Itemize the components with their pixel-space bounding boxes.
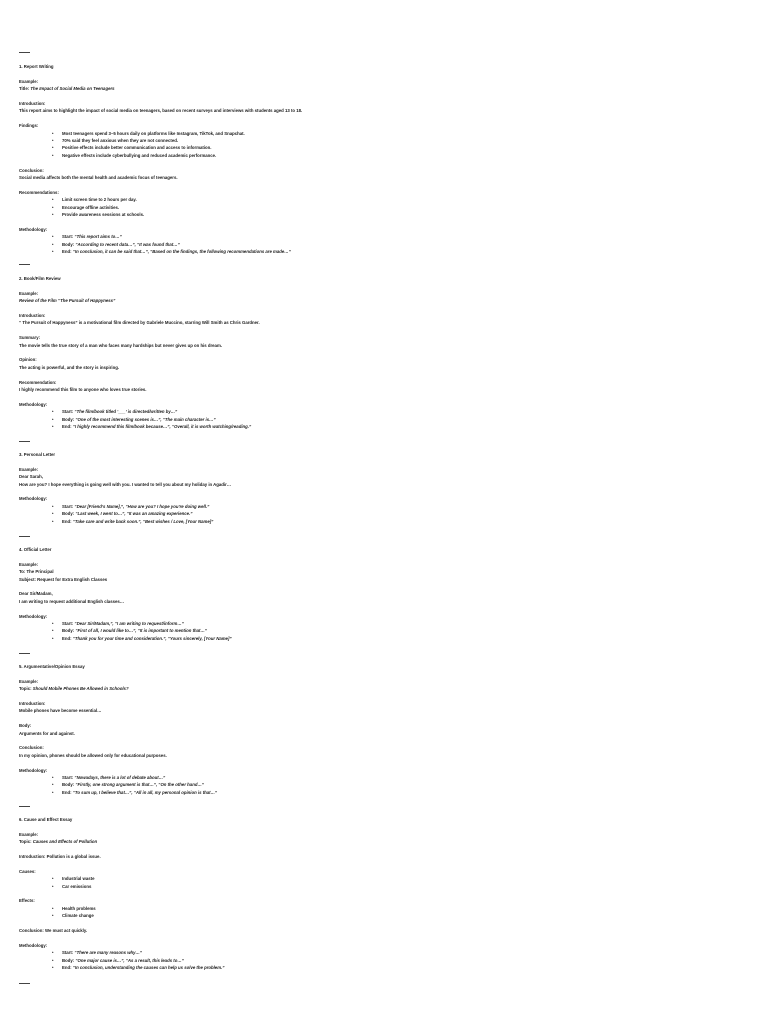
conclusion-label: Conclusion: xyxy=(19,167,44,173)
intro-label: Introduction: xyxy=(19,101,46,106)
list-item: • Body: “Last week, I went to…”, “It was an amazing experience.” xyxy=(19,510,748,517)
letter-greeting: Dear Sarah, xyxy=(19,474,43,480)
review-title: Review of the Film “The Pursuit of Happyness” xyxy=(19,298,116,304)
list-item: • 70% said they feel anxious when they are not connected. xyxy=(19,137,748,144)
letter-greeting: Dear Sir/Madam, xyxy=(19,591,53,597)
essay-topic: Topic: Should Mobile Phones Be Allowed in Schools? xyxy=(19,686,129,692)
methodology-list xyxy=(19,408,748,430)
methodology-label: Methodology: xyxy=(19,401,48,407)
list-item: • End: “I highly recommend this film/book because…”, “Overall, it is worth watching/reading.” xyxy=(19,423,748,430)
list-item: • Body: “One major cause is…”, “As a result, this leads to…” xyxy=(19,957,748,964)
recommendation-text: I highly recommend this film to anyone who loves true stories. xyxy=(19,387,147,393)
intro-text: “ The Pursuit of Happyness” is a motivational film directed by Gabriele Muccino, starring Will Smith as Chris Gardner. xyxy=(19,320,260,326)
list-item: • Body: “One of the most interesting scenes is…”, “The main character is…” xyxy=(19,416,748,423)
recommendations-list xyxy=(19,196,748,218)
list-item: • Start: “The film/book titled ‘___’ is directed/written by…” xyxy=(19,408,748,415)
section-divider xyxy=(19,264,30,265)
intro-text: Mobile phones have become essential… xyxy=(19,708,102,714)
list-item: • Encourage offline activities. xyxy=(19,204,748,211)
list-item: • Positive effects include better communication and access to information. xyxy=(19,144,748,151)
list-item: • Health problems xyxy=(19,905,748,912)
letter-subject: Subject: Request for Extra English Classes xyxy=(19,576,108,582)
section-divider xyxy=(19,806,30,807)
section-title: 3. Personal Letter xyxy=(19,452,56,457)
list-item: • Provide awareness sessions at schools. xyxy=(19,211,748,218)
list-item: • Body: “Firstly, one strong argument is that…”, “On the other hand…” xyxy=(19,781,748,788)
section-title: 4. Official Letter xyxy=(19,547,52,552)
list-item: • Limit screen time to 2 hours per day. xyxy=(19,196,748,203)
report-title-line: Title: The Impact of Social Media on Teenagers xyxy=(19,86,115,92)
list-item: • Start: “Nowadays, there is a lot of debate about…” xyxy=(19,774,748,781)
list-item: • Body: “According to recent data…”, “It was found that…” xyxy=(19,241,748,248)
list-item: • End: “In conclusion, understanding the causes can help us solve the problem.” xyxy=(19,964,748,971)
letter-recipient: To: The Principal xyxy=(19,569,54,575)
example-label: Example: xyxy=(19,561,39,567)
list-item: • Start: “Dear Sir/Madam,”, “I am writing to request/inform…” xyxy=(19,620,748,627)
list-item: • Body: “First of all, I would like to…”, “It is important to mention that…” xyxy=(19,627,748,634)
list-item: • Start: “Dear [Friend’s Name],”, “How are you? I hope you’re doing well.” xyxy=(19,503,748,510)
example-label: Example: xyxy=(19,678,39,684)
summary-text: The movie tells the true story of a man who faces many hardships but never gives up on his dream. xyxy=(19,342,222,348)
section-divider xyxy=(19,983,30,984)
methodology-label: Methodology: xyxy=(19,767,48,773)
section-personal-letter xyxy=(19,451,748,525)
list-item: • End: “Take care and write back soon.”, “Best wishes / Love, [Your Name]” xyxy=(19,518,748,525)
summary-label: Summary: xyxy=(19,335,41,341)
letter-body: How are you? I hope everything is going well with you. I wanted to tell you about my holiday in Agadir… xyxy=(19,481,232,487)
section-argumentative-essay xyxy=(19,663,748,796)
body-label: Body: xyxy=(19,723,32,729)
methodology-list xyxy=(19,503,748,525)
example-label: Example: xyxy=(19,290,39,296)
list-item: • End: “Thank you for your time and consideration.”, “Yours sincerely, [Your Name]” xyxy=(19,635,748,642)
methodology-label: Methodology: xyxy=(19,226,48,232)
section-title: 6. Cause and Effect Essay xyxy=(19,817,73,822)
section-title: 2. Book/Film Review xyxy=(19,276,61,281)
section-book-film-review xyxy=(19,275,748,430)
section-divider xyxy=(19,52,30,53)
list-item: • End: “In conclusion, it can be said that…”, “Based on the findings, the following recommendations are made…” xyxy=(19,248,748,255)
list-item: • Car emissions xyxy=(19,883,748,890)
methodology-list xyxy=(19,233,748,255)
section-cause-effect-essay xyxy=(19,816,748,971)
effects-list xyxy=(19,905,748,920)
list-item: • End: “To sum up, I believe that…”, “All in all, my personal opinion is that…” xyxy=(19,789,748,796)
conclusion-line: Conclusion: We must act quickly. xyxy=(19,928,88,934)
list-item: • Climate change xyxy=(19,912,748,919)
methodology-list xyxy=(19,774,748,796)
causes-list xyxy=(19,875,748,890)
list-item: • Industrial waste xyxy=(19,875,748,882)
body-text: Arguments for and against. xyxy=(19,730,75,736)
methodology-label: Methodology: xyxy=(19,613,48,619)
section-title: 1. Report Writing xyxy=(19,64,54,69)
section-official-letter xyxy=(19,546,748,642)
list-item: • Negative effects include cyberbullying and reduced academic performance. xyxy=(19,152,748,159)
causes-label: Causes: xyxy=(19,868,36,874)
conclusion-text: Social media affects both the mental health and academic focus of teenagers. xyxy=(19,175,178,181)
section-title: 5. Argumentative/Opinion Essay xyxy=(19,664,85,669)
opinion-text: The acting is powerful, and the story is inspiring. xyxy=(19,364,120,370)
list-item: • Start: “There are many reasons why…” xyxy=(19,949,748,956)
methodology-list xyxy=(19,949,748,971)
conclusion-text: In my opinion, phones should be allowed only for educational purposes. xyxy=(19,752,167,758)
section-report-writing xyxy=(19,63,748,255)
intro-text: This report aims to highlight the impact of social media on teenagers, based on recent surveys and interviews with students aged 13 to 18. xyxy=(19,108,303,114)
methodology-label: Methodology: xyxy=(19,942,48,948)
opinion-label: Opinion: xyxy=(19,357,37,363)
effects-label: Effects: xyxy=(19,898,35,904)
findings-label: Findings: xyxy=(19,123,39,129)
example-label: Example: xyxy=(19,78,39,84)
recommendations-label: Recommendations: xyxy=(19,189,59,195)
essay-topic: Topic: Causes and Effects of Pollution xyxy=(19,839,98,845)
example-label: Example: xyxy=(19,831,39,837)
list-item: • Start: “This report aims to…” xyxy=(19,233,748,240)
list-item: • Most teenagers spend 3–5 hours daily on platforms like Instagram, TikTok, and Snapchat. xyxy=(19,130,748,137)
section-divider xyxy=(19,441,30,442)
findings-list xyxy=(19,130,748,160)
recommendation-label: Recommendation: xyxy=(19,379,57,385)
intro-line: Introduction: Pollution is a global issue. xyxy=(19,854,101,859)
intro-label: Introduction: xyxy=(19,701,46,706)
letter-body: I am writing to request additional English classes… xyxy=(19,598,125,604)
section-divider xyxy=(19,653,30,654)
section-divider xyxy=(19,536,30,537)
example-label: Example: xyxy=(19,466,39,472)
methodology-label: Methodology: xyxy=(19,496,48,502)
conclusion-label: Conclusion: xyxy=(19,745,44,751)
methodology-list xyxy=(19,620,748,642)
intro-label: Introduction: xyxy=(19,313,46,318)
